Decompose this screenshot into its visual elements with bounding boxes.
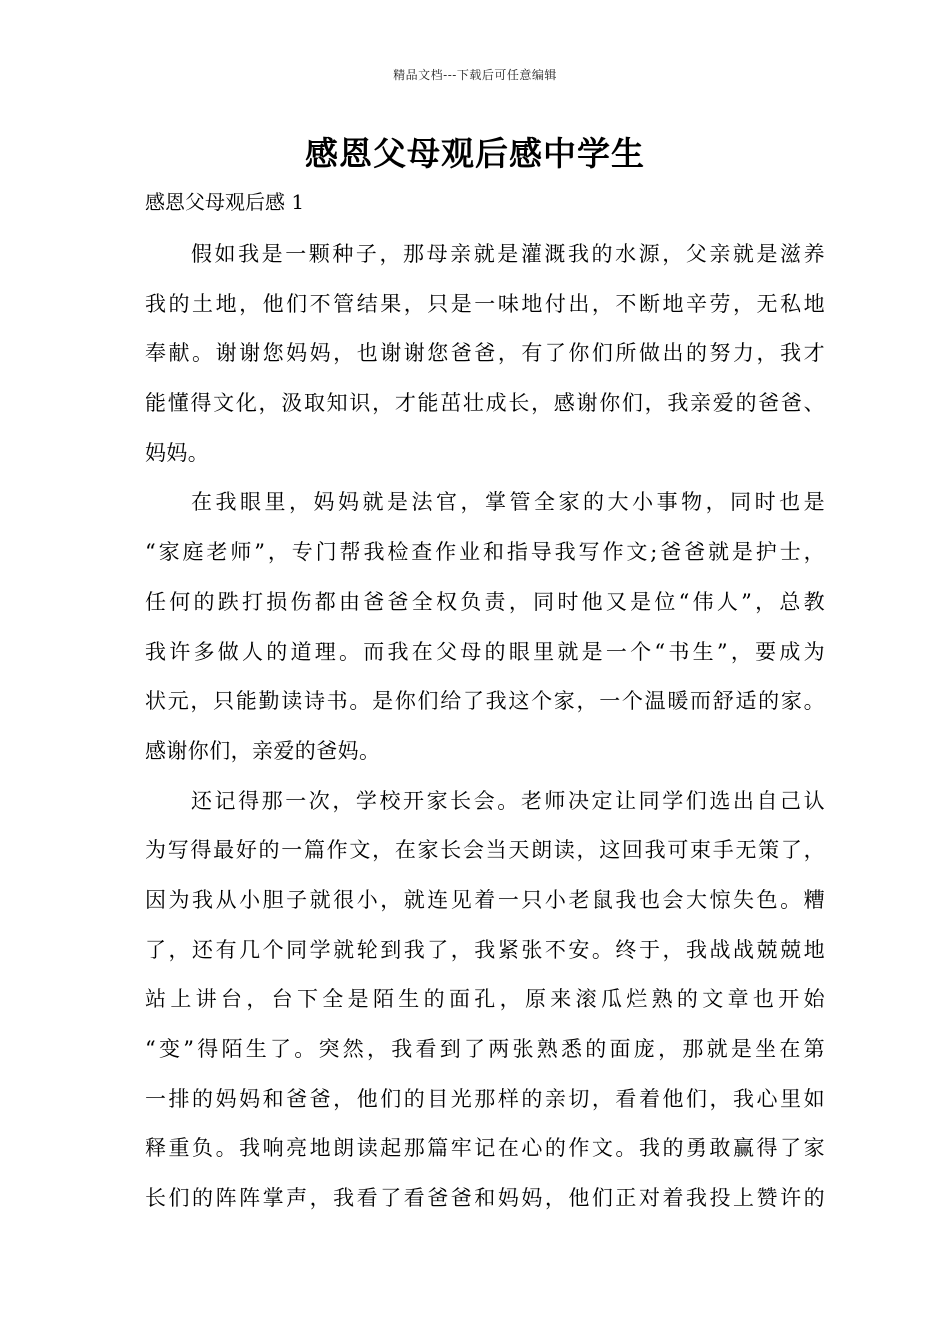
paragraph-3-line-5: 站上讲台，台下全是陌生的面孔，原来滚瓜烂熟的文章也开始 [145, 987, 825, 1012]
paragraph-3-line-1: 还记得那一次，学校开家长会。老师决定让同学们选出自己认 [191, 788, 825, 813]
paragraph-3-line-6: “变”得陌生了。突然，我看到了两张熟悉的面庞，那就是坐在第 [145, 1037, 825, 1061]
paragraph-1-line-2: 我的土地，他们不管结果，只是一味地付出，不断地辛劳，无私地 [145, 291, 825, 316]
paragraph-2-line-6: 感谢你们，亲爱的爸妈。 [145, 738, 381, 763]
paragraph-3-line-9: 长们的阵阵掌声，我看了看爸爸和妈妈，他们正对着我投上赞许的 [145, 1186, 825, 1211]
paragraph-2-line-1: 在我眼里，妈妈就是法官，掌管全家的大小事物，同时也是 [191, 490, 825, 515]
paragraph-3-line-8: 释重负。我响亮地朗读起那篇牢记在心的作文。我的勇敢赢得了家 [145, 1136, 825, 1161]
paragraph-3-line-2: 为写得最好的一篇作文，在家长会当天朗读，这回我可束手无策了， [145, 838, 825, 863]
paragraph-2-line-4: 我许多做人的道理。而我在父母的眼里就是一个“书生”，要成为 [145, 639, 825, 664]
paragraph-2-line-5: 状元，只能勤读诗书。是你们给了我这个家，一个温暖而舒适的家。 [145, 689, 825, 714]
paragraph-1-line-3: 奉献。谢谢您妈妈，也谢谢您爸爸，有了你们所做出的努力，我才 [145, 341, 825, 366]
paragraph-3-line-7: 一排的妈妈和爸爸，他们的目光那样的亲切，看着他们，我心里如 [145, 1086, 825, 1111]
paragraph-3-line-3: 因为我从小胆子就很小，就连见着一只小老鼠我也会大惊失色。糟 [145, 887, 825, 912]
paragraph-3-line-4: 了，还有几个同学就轮到我了，我紧张不安。终于，我战战兢兢地 [145, 937, 825, 962]
page-header: 精品文档---下载后可任意编辑 [393, 68, 557, 82]
paragraph-1-line-4: 能懂得文化，汲取知识，才能茁壮成长，感谢你们，我亲爱的爸爸、 [145, 391, 825, 416]
paragraph-1-line-1: 假如我是一颗种子，那母亲就是灌溉我的水源，父亲就是滋养 [191, 242, 825, 266]
paragraph-2-line-3: 任何的跌打损伤都由爸爸全权负责，同时他又是位“伟人”，总教 [145, 589, 825, 614]
body-text [145, 230, 825, 1224]
paragraph-1-line-5: 妈妈。 [145, 440, 210, 465]
paragraph-2-line-2: “家庭老师”，专门帮我检查作业和指导我写作文;爸爸就是护士， [145, 540, 825, 565]
section-subtitle: 感恩父母观后感 1 [145, 190, 305, 214]
document-title: 感恩父母观后感中学生 [305, 134, 645, 173]
